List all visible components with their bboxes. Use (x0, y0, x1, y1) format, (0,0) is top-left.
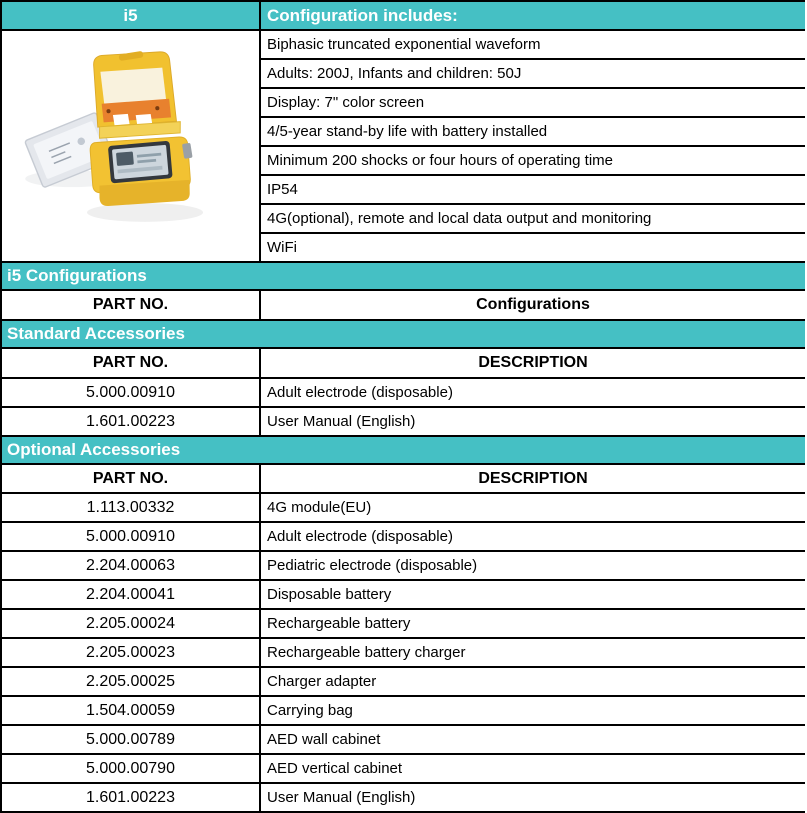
product-name: i5 (123, 5, 138, 25)
description-header: DESCRIPTION (259, 349, 805, 377)
table-row (2, 639, 805, 668)
part-no-cell: 2.204.00063 (86, 556, 175, 574)
product-name-cell (2, 2, 259, 29)
section-title: Standard Accessories (7, 324, 185, 343)
part-no-cell: 5.000.00790 (86, 759, 175, 777)
configurations-header: Configurations (259, 291, 805, 319)
table-row (2, 697, 805, 726)
config-row (261, 60, 805, 89)
config-row (261, 118, 805, 147)
part-no-cell: 1.504.00059 (86, 701, 175, 719)
description-cell: AED wall cabinet (259, 726, 805, 753)
config-row (261, 176, 805, 205)
config-row (261, 89, 805, 118)
part-no-cell: 2.204.00041 (86, 585, 175, 603)
section-title: i5 Configurations (7, 266, 147, 285)
table-row (2, 523, 805, 552)
config-text: Minimum 200 shocks or four hours of operating time (267, 152, 613, 169)
standard-accessories-rows (2, 379, 805, 437)
part-no-cell: 1.601.00223 (86, 788, 175, 806)
product-header-row (2, 2, 805, 31)
configurations-column-header-row (2, 291, 805, 321)
table-row (2, 581, 805, 610)
section-band-optional-accessories (2, 437, 805, 465)
config-row (261, 147, 805, 176)
part-no-header: PART NO. (92, 354, 169, 371)
section-title: Optional Accessories (7, 440, 181, 459)
part-no-cell: 1.601.00223 (86, 412, 175, 430)
config-list (259, 31, 805, 263)
description-cell: Rechargeable battery (259, 610, 805, 637)
description-cell: Pediatric electrode (disposable) (259, 552, 805, 579)
config-text: 4/5-year stand-by life with battery installed (267, 123, 548, 140)
description-header: DESCRIPTION (259, 465, 805, 492)
optional-column-header-row (2, 465, 805, 494)
config-row (261, 205, 805, 234)
device-shadow (87, 203, 203, 222)
config-text: Biphasic truncated exponential waveform (267, 36, 541, 53)
description-cell: User Manual (English) (259, 784, 805, 811)
config-row (261, 234, 805, 263)
table-row (2, 755, 805, 784)
table-row (2, 379, 805, 408)
description-cell: Rechargeable battery charger (259, 639, 805, 666)
description-cell: Disposable battery (259, 581, 805, 608)
section-band-standard-accessories (2, 321, 805, 349)
table-row (2, 408, 805, 437)
optional-accessories-rows (2, 494, 805, 813)
table-row (2, 726, 805, 755)
description-cell: Adult electrode (disposable) (259, 379, 805, 406)
part-no-cell: 5.000.00910 (86, 383, 175, 401)
config-includes-header-cell (259, 2, 805, 29)
config-includes-header: Configuration includes: (267, 5, 458, 25)
config-text: WiFi (267, 239, 297, 256)
part-no-header: PART NO. (92, 469, 169, 487)
config-text: IP54 (267, 181, 298, 198)
part-no-cell: 2.205.00025 (86, 672, 175, 690)
product-config-block (2, 31, 805, 263)
table-row (2, 610, 805, 639)
config-text: Adults: 200J, Infants and children: 50J (267, 65, 522, 82)
table-row (2, 552, 805, 581)
config-text: Display: 7" color screen (267, 94, 425, 111)
table-row (2, 668, 805, 697)
product-image (14, 38, 248, 254)
description-cell: User Manual (English) (259, 408, 805, 435)
description-cell: Adult electrode (disposable) (259, 523, 805, 550)
part-no-cell: 2.205.00023 (86, 643, 175, 661)
section-band-i5-configurations (2, 263, 805, 291)
part-no-cell: 5.000.00789 (86, 730, 175, 748)
description-cell: AED vertical cabinet (259, 755, 805, 782)
description-cell: Carrying bag (259, 697, 805, 724)
product-image-cell (2, 31, 259, 263)
config-text: 4G(optional), remote and local data output and monitoring (267, 210, 652, 227)
part-no-cell: 1.113.00332 (86, 498, 175, 516)
standard-column-header-row (2, 349, 805, 379)
config-row (261, 31, 805, 60)
description-cell: Charger adapter (259, 668, 805, 695)
part-no-header: PART NO. (92, 296, 169, 313)
table-row (2, 494, 805, 523)
table-row (2, 784, 805, 813)
part-no-cell: 5.000.00910 (86, 527, 175, 545)
part-no-cell: 2.205.00024 (86, 614, 175, 632)
description-cell: 4G module(EU) (259, 494, 805, 521)
